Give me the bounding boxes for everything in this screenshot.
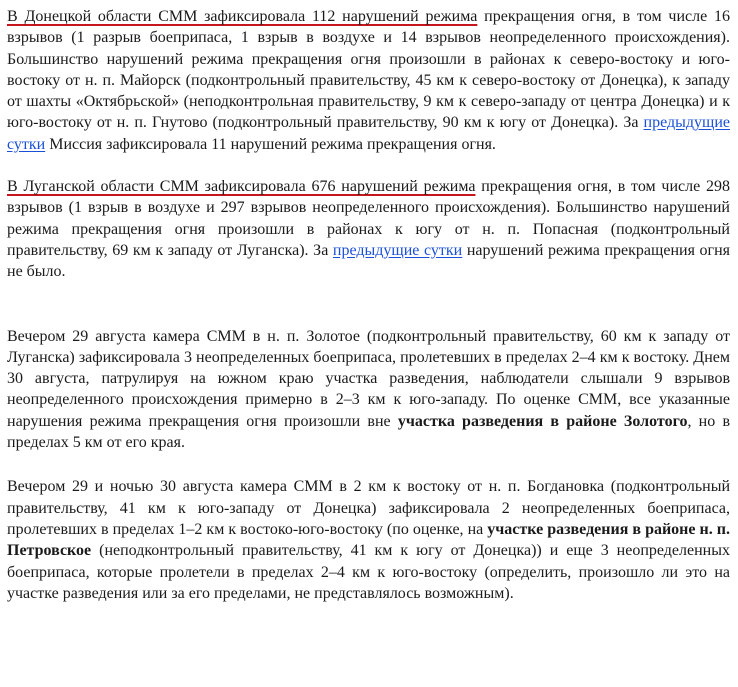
paragraph-luhansk — [7, 176, 730, 282]
previous-day-link[interactable]: предыдущие сутки — [332, 241, 463, 259]
paragraph-text: (неподконтрольный правительству, 41 км к югу от Донецка)) и еще 3 неопределенных боеприпаса, которые пролетели в пределах 2–4 км к юго-востоку (определить, произошло ли это на участке разведения или за его пределами, не представлялось возможным). — [7, 542, 730, 602]
paragraph-text: Вечером 29 и ночью 30 августа камера СММ в 2 км к востоку от н. п. Богдановка (подконтрольный правительству, 41 км к юго-западу от Донецка) зафиксировала 2 неопределенных боеприпаса, пролетевших в пределах 1–2 км к востоко-юго-востоку (по оценке, на — [7, 478, 730, 538]
paragraph-text: Миссия зафиксировала 11 нарушений режима прекращения огня. — [45, 135, 496, 153]
paragraph-text: Вечером 29 августа камера СММ в н. п. Золотое (подконтрольный правительству, 60 км к западу от Луганска) зафиксировала 3 неопределенных боеприпаса, пролетевших в пределах 2–4 км к востоку. Днем 30 августа, патрулируя на южном краю участка разведения, наблюдатели слышали 9 взрывов неопределенного происхождения примерно в 2–3 км к юго-западу. По оценке СММ, все указанные нарушения режима прекращения огня произошли вне — [7, 327, 730, 430]
bold-term-petrovske: участке разведения в районе н. п. Петровское — [7, 520, 731, 560]
paragraph-zolote — [7, 326, 730, 454]
bold-term-zolote: участка разведения в районе Золотого — [397, 412, 688, 430]
paragraph-text: прекращения огня, в том числе 298 взрывов (1 взрыв в воздухе и 297 взрывов неопределенного происхождения). Большинство нарушений режима прекращения огня произошли в районах к югу от н. п. Попасная (подконтрольный правительству, 69 км к западу от Луганска). За — [7, 178, 730, 259]
paragraph-spacer — [7, 155, 730, 176]
highlighted-text-donetsk: В Донецкой области СММ зафиксировала 112 нарушений режима — [7, 8, 478, 25]
previous-day-link[interactable]: предыдущие сутки — [7, 114, 730, 153]
highlighted-text-luhansk: В Луганской области СММ зафиксировала 676 нарушений режима — [7, 178, 476, 196]
paragraph-bohdanivka — [7, 476, 730, 604]
paragraph-spacer — [7, 283, 730, 326]
paragraph-text: прекращения огня, в том числе 16 взрывов (1 разрыв боеприпаса, 1 взрыв в воздухе и 14 взрывов неопределенного происхождения). Большинство нарушений режима прекращения огня произошли в районах к северо-востоку и юго-востоку от н. п. Майорск (подконтрольный правительству, 45 км к северо-востоку от Донецка), к западу от шахты «Октябрьской» (неподконтрольная правительству, 9 км к северо-западу от центра Донецка) и к юго-востоку от н. п. Гнутово (подконтрольный правительству, 90 км к югу от Донецка). За — [7, 8, 730, 132]
paragraph-text: , но в пределах 5 км от его края. — [7, 412, 731, 452]
paragraph-donetsk — [7, 6, 730, 155]
paragraph-text: нарушений режима прекращения огня не было. — [7, 241, 731, 281]
paragraph-spacer — [7, 453, 730, 476]
